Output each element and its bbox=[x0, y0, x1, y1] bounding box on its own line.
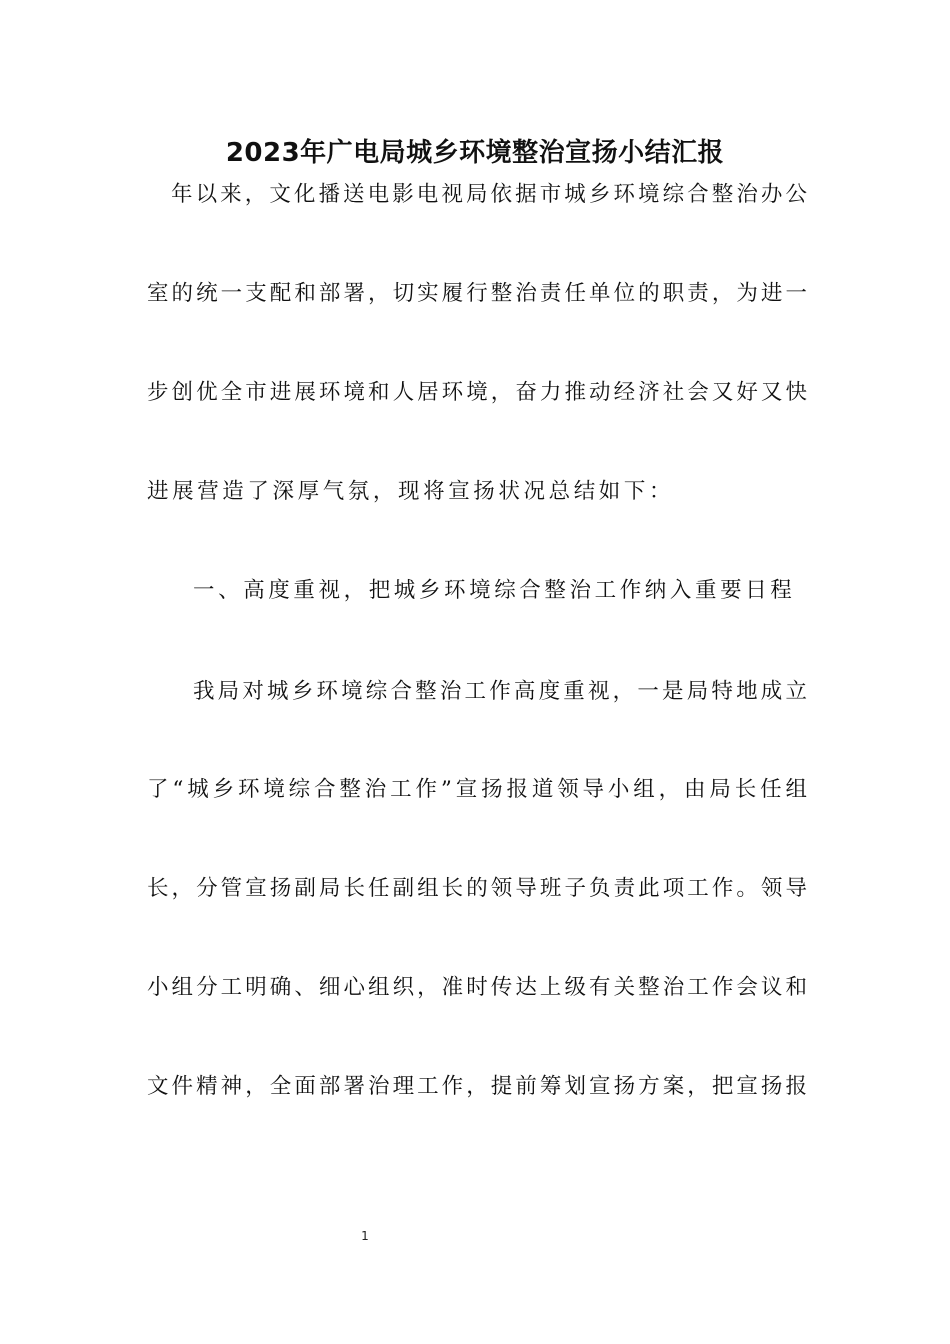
page-number: 1 bbox=[361, 1229, 369, 1243]
section-heading: 一、高度重视，把城乡环境综合整治工作纳入重要日程 bbox=[193, 578, 796, 603]
paragraph-line: 长，分管宣扬副局长任副组长的领导班子负责此项工作。领导 bbox=[147, 876, 807, 901]
paragraph-line: 年以来，文化播送电影电视局依据市城乡环境综合整治办公 bbox=[171, 182, 807, 207]
paragraph-line: 文件精神，全面部署治理工作，提前筹划宣扬方案，把宣扬报 bbox=[147, 1074, 807, 1099]
paragraph-line: 室的统一支配和部署，切实履行整治责任单位的职责，为进一 bbox=[147, 281, 807, 306]
paragraph-line: 小组分工明确、细心组织，准时传达上级有关整治工作会议和 bbox=[147, 975, 807, 1000]
paragraph-line: 步创优全市进展环境和人居环境，奋力推动经济社会又好又快 bbox=[147, 380, 807, 405]
document-title: 2023年广电局城乡环境整治宣扬小结汇报 bbox=[225, 138, 725, 168]
paragraph-line: 了“城乡环境综合整治工作”宣扬报道领导小组，由局长任组 bbox=[147, 777, 807, 802]
paragraph-line: 进展营造了深厚气氛，现将宣扬状况总结如下： bbox=[147, 479, 675, 504]
paragraph-line: 我局对城乡环境综合整治工作高度重视，一是局特地成立 bbox=[193, 679, 807, 704]
